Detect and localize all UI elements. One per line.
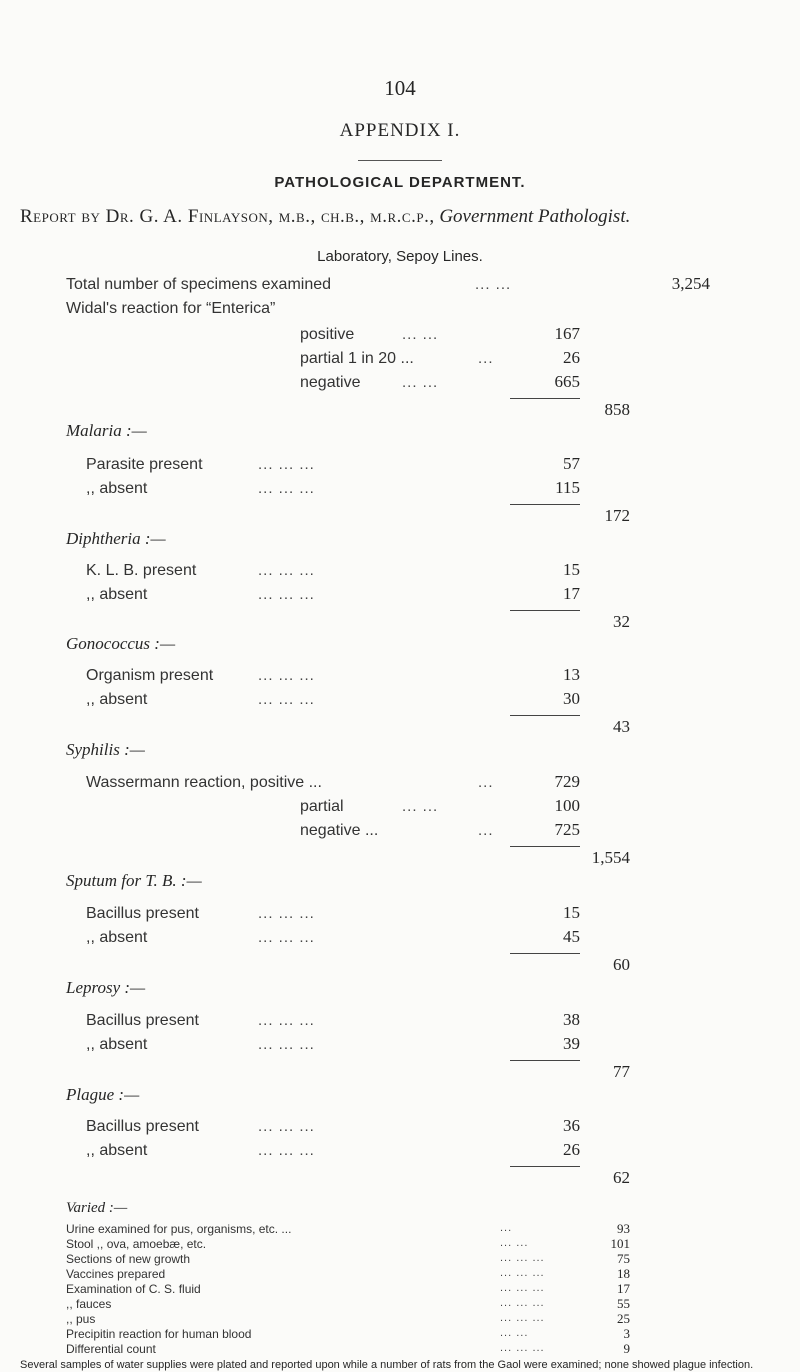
row-dots: ... ... ... [258,456,315,473]
row-value: 115 [555,478,580,497]
subtotal-rule [510,1166,580,1167]
varied-row-dots: ... ... ... [500,1252,545,1264]
row-value: 729 [554,772,580,791]
row-dots: ... ... ... [258,1142,315,1159]
row-dots: ... ... ... [258,1118,315,1135]
section-total: 77 [613,1062,630,1081]
subtotal-rule [510,398,580,399]
row-dots: ... ... ... [258,929,315,946]
total-label: Total number of specimens examined [66,276,332,293]
row-label: Parasite present [86,456,203,473]
row-value: 15 [563,560,580,579]
subtotal-rule [510,846,580,847]
row-label: partial [300,798,344,815]
row-label: ,, absent [86,691,148,708]
widal-row-label: positive [300,326,355,343]
subtotal-rule [510,1060,580,1061]
report-byline [20,206,630,228]
varied-row-value: 75 [617,1251,630,1266]
closing-paragraph: Several samples of water supplies were plated and reported upon while a number of rats from the Gaol were examined; none showed plague infection. [20,1359,754,1371]
varied-row-label: Differential count [66,1342,156,1356]
row-label: K. L. B. present [86,562,197,579]
varied-row-dots: ... ... [500,1327,529,1339]
varied-row-value: 25 [617,1311,630,1326]
varied-row-value: 18 [617,1266,630,1281]
varied-row-label: Vaccines prepared [66,1267,166,1281]
varied-row-value: 17 [617,1281,630,1296]
row-dots: ... ... ... [258,586,315,603]
varied-row-label: Examination of C. S. fluid [66,1282,201,1296]
row-dots: ... ... ... [258,1036,315,1053]
report-role: Government Pathologist. [439,206,631,227]
widal-row-label: negative [300,374,361,391]
varied-row-label: ,, pus [66,1312,96,1326]
row-value: 39 [563,1034,580,1053]
total-dots: ... ... [475,276,512,293]
row-value: 26 [563,1140,580,1159]
appendix-title: APPENDIX I. [339,120,461,141]
title-divider [358,160,442,161]
section-total: 60 [613,955,630,974]
row-dots: ... ... ... [258,691,315,708]
row-value: 30 [563,689,580,708]
row-label: ,, absent [86,586,148,603]
row-label: Bacillus present [86,1012,199,1029]
subtotal-rule [510,715,580,716]
row-label: Organism present [86,667,214,684]
row-label: Bacillus present [86,1118,199,1135]
varied-row-dots: ... ... [500,1237,529,1249]
widal-row-dots: ... ... [402,326,439,343]
row-label: ,, absent [86,1142,148,1159]
section-heading-varied: Varied :— [66,1200,128,1216]
laboratory-heading: Laboratory, Sepoy Lines. [317,248,483,265]
widal-row-value: 167 [554,324,580,343]
row-dots: ... ... [402,798,439,815]
section-heading-plague: Plague :— [66,1085,140,1104]
widal-heading: Widal's reaction for “Enterica” [66,300,276,317]
varied-row-dots: ... ... ... [500,1342,545,1354]
widal-row-label: partial 1 in 20 ... [300,350,414,367]
section-heading-syphilis: Syphilis :— [66,740,145,759]
page-number: 104 [384,76,416,100]
widal-row-dots: ... [478,350,494,367]
row-label: negative ... [300,822,379,839]
row-label: ,, absent [86,1036,148,1053]
section-heading-diphtheria: Diphtheria :— [66,529,166,548]
section-heading-malaria: Malaria :— [66,421,147,440]
varied-row-value: 3 [623,1326,630,1341]
section-total: 43 [613,717,630,736]
varied-row-label: Sections of new growth [66,1252,191,1266]
row-label: ,, absent [86,929,148,946]
row-value: 36 [563,1116,580,1135]
varied-row-dots: ... ... ... [500,1267,545,1279]
row-label: Wassermann reaction, positive ... [86,774,322,791]
total-value: 3,254 [671,274,710,293]
section-total: 172 [604,506,630,525]
row-value: 57 [563,454,580,473]
row-value: 15 [563,903,580,922]
widal-row-value: 26 [563,348,580,367]
varied-row-value: 9 [623,1341,630,1356]
varied-row-value: 93 [617,1221,630,1236]
report-author: Report by Dr. G. A. Finlayson, m.b., ch.b., m.r.c.p., [20,206,435,227]
varied-row-value: 101 [610,1236,630,1251]
section-total: 62 [613,1168,630,1187]
widal-row-dots: ... ... [402,374,439,391]
row-value: 45 [563,927,580,946]
row-label: ,, absent [86,480,148,497]
subtotal-rule [510,953,580,954]
section-heading-gonococcus: Gonococcus :— [66,634,176,653]
row-value: 13 [563,665,580,684]
varied-row-label: Precipitin reaction for human blood [66,1327,252,1341]
varied-row-dots: ... ... ... [500,1282,545,1294]
varied-row-dots: ... ... ... [500,1312,545,1324]
department-heading: PATHOLOGICAL DEPARTMENT. [274,174,526,191]
row-value: 38 [563,1010,580,1029]
row-label: Bacillus present [86,905,199,922]
row-dots: ... [478,822,494,839]
row-dots: ... [478,774,494,791]
row-dots: ... ... ... [258,480,315,497]
section-heading-sputum: Sputum for T. B. :— [66,871,202,890]
section-heading-leprosy: Leprosy :— [66,978,146,997]
subtotal-rule [510,610,580,611]
varied-row-dots: ... [500,1222,513,1234]
row-value: 725 [554,820,580,839]
section-total: 32 [613,612,630,631]
varied-row-label: Stool ,, ova, amoebæ, etc. [66,1237,207,1251]
row-dots: ... ... ... [258,667,315,684]
widal-total: 858 [604,400,630,419]
widal-row-value: 665 [554,372,580,391]
row-value: 17 [563,584,580,603]
row-dots: ... ... ... [258,562,315,579]
row-dots: ... ... ... [258,1012,315,1029]
varied-row-dots: ... ... ... [500,1297,545,1309]
row-dots: ... ... ... [258,905,315,922]
section-total: 1,554 [591,848,630,867]
row-value: 100 [554,796,580,815]
varied-row-value: 55 [617,1296,630,1311]
varied-row-label: ,, fauces [66,1297,112,1311]
varied-row-label: Urine examined for pus, organisms, etc. ... [66,1222,292,1236]
subtotal-rule [510,504,580,505]
